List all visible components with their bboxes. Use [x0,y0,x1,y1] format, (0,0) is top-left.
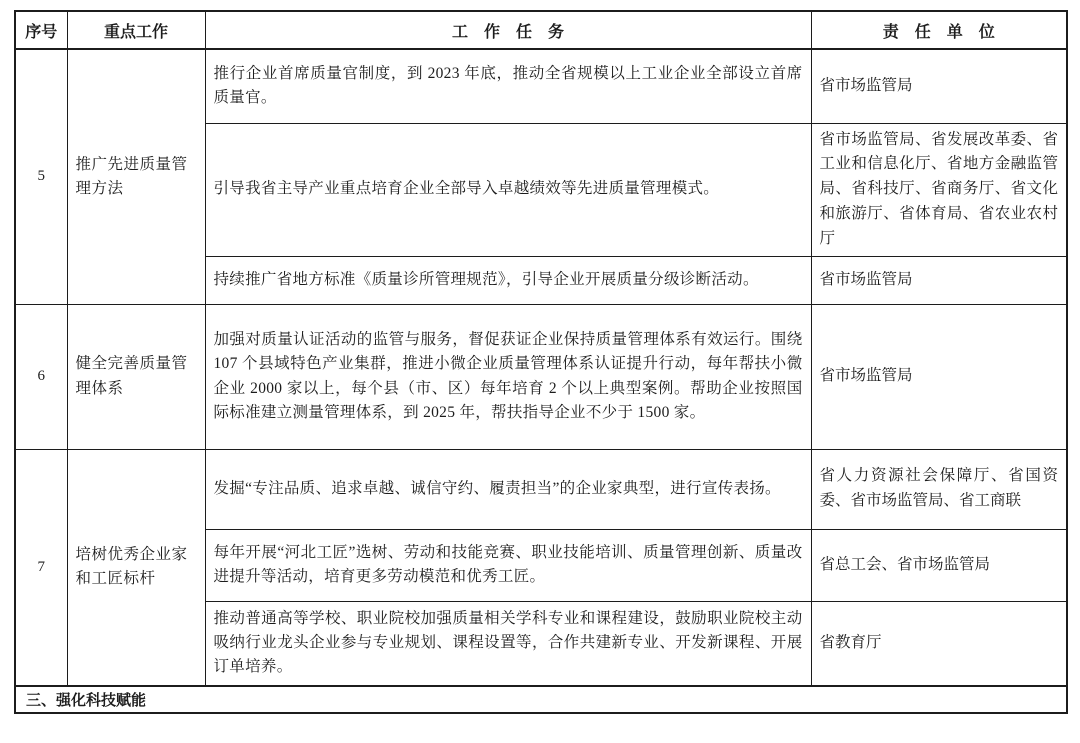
no-cell: 5 [15,49,67,304]
table-header-row [15,11,1067,49]
section-footer: 三、强化科技赋能 [15,686,1067,713]
task-cell: 加强对质量认证活动的监管与服务，督促获证企业保持质量管理体系有效运行。围绕 107 个县域特色产业集群，推进小微企业质量管理体系认证提升行动，每年帮扶小微企业 2000 家以上，每个县（市、区）每年培育 2 个以上典型案例。帮助企业按照国际标准建立测量管理体系，到 2025 年，帮扶指导企业不少于 1500 家。 [205,304,811,449]
section-footer-row [15,686,1067,713]
unit-cell: 省市场监管局 [811,49,1067,123]
unit-cell: 省市场监管局 [811,304,1067,449]
header-unit: 责 任 单 位 [811,11,1067,49]
table-row [15,449,1067,529]
task-cell: 推动普通高等学校、职业院校加强质量相关学科专业和课程建设，鼓励职业院校主动吸纳行业龙头企业参与专业规划、课程设置等，合作共建新专业、开发新课程、开展订单培养。 [205,601,811,686]
no-cell: 7 [15,449,67,686]
unit-cell: 省教育厅 [811,601,1067,686]
task-cell: 引导我省主导产业重点培育企业全部导入卓越绩效等先进质量管理模式。 [205,123,811,256]
table-row [15,304,1067,449]
header-task: 工 作 任 务 [205,11,811,49]
key-work-cell: 培树优秀企业家和工匠标杆 [67,449,205,686]
task-cell: 发掘“专注品质、追求卓越、诚信守约、履责担当”的企业家典型，进行宣传表扬。 [205,449,811,529]
unit-cell: 省市场监管局 [811,256,1067,304]
unit-cell: 省总工会、省市场监管局 [811,529,1067,601]
task-cell: 每年开展“河北工匠”选树、劳动和技能竞赛、职业技能培训、质量管理创新、质量改进提升等活动，培育更多劳动模范和优秀工匠。 [205,529,811,601]
task-cell: 持续推广省地方标准《质量诊所管理规范》，引导企业开展质量分级诊断活动。 [205,256,811,304]
header-no: 序号 [15,11,67,49]
key-work-cell: 推广先进质量管理方法 [67,49,205,304]
task-cell: 推行企业首席质量官制度，到 2023 年底，推动全省规模以上工业企业全部设立首席质量官。 [205,49,811,123]
table-row [15,49,1067,123]
unit-cell: 省市场监管局、省发展改革委、省工业和信息化厅、省地方金融监管局、省科技厅、省商务厅、省文化和旅游厅、省体育局、省农业农村厅 [811,123,1067,256]
work-plan-table [14,10,1068,714]
key-work-cell: 健全完善质量管理体系 [67,304,205,449]
unit-cell: 省人力资源社会保障厅、省国资委、省市场监管局、省工商联 [811,449,1067,529]
no-cell: 6 [15,304,67,449]
header-key-work: 重点工作 [67,11,205,49]
